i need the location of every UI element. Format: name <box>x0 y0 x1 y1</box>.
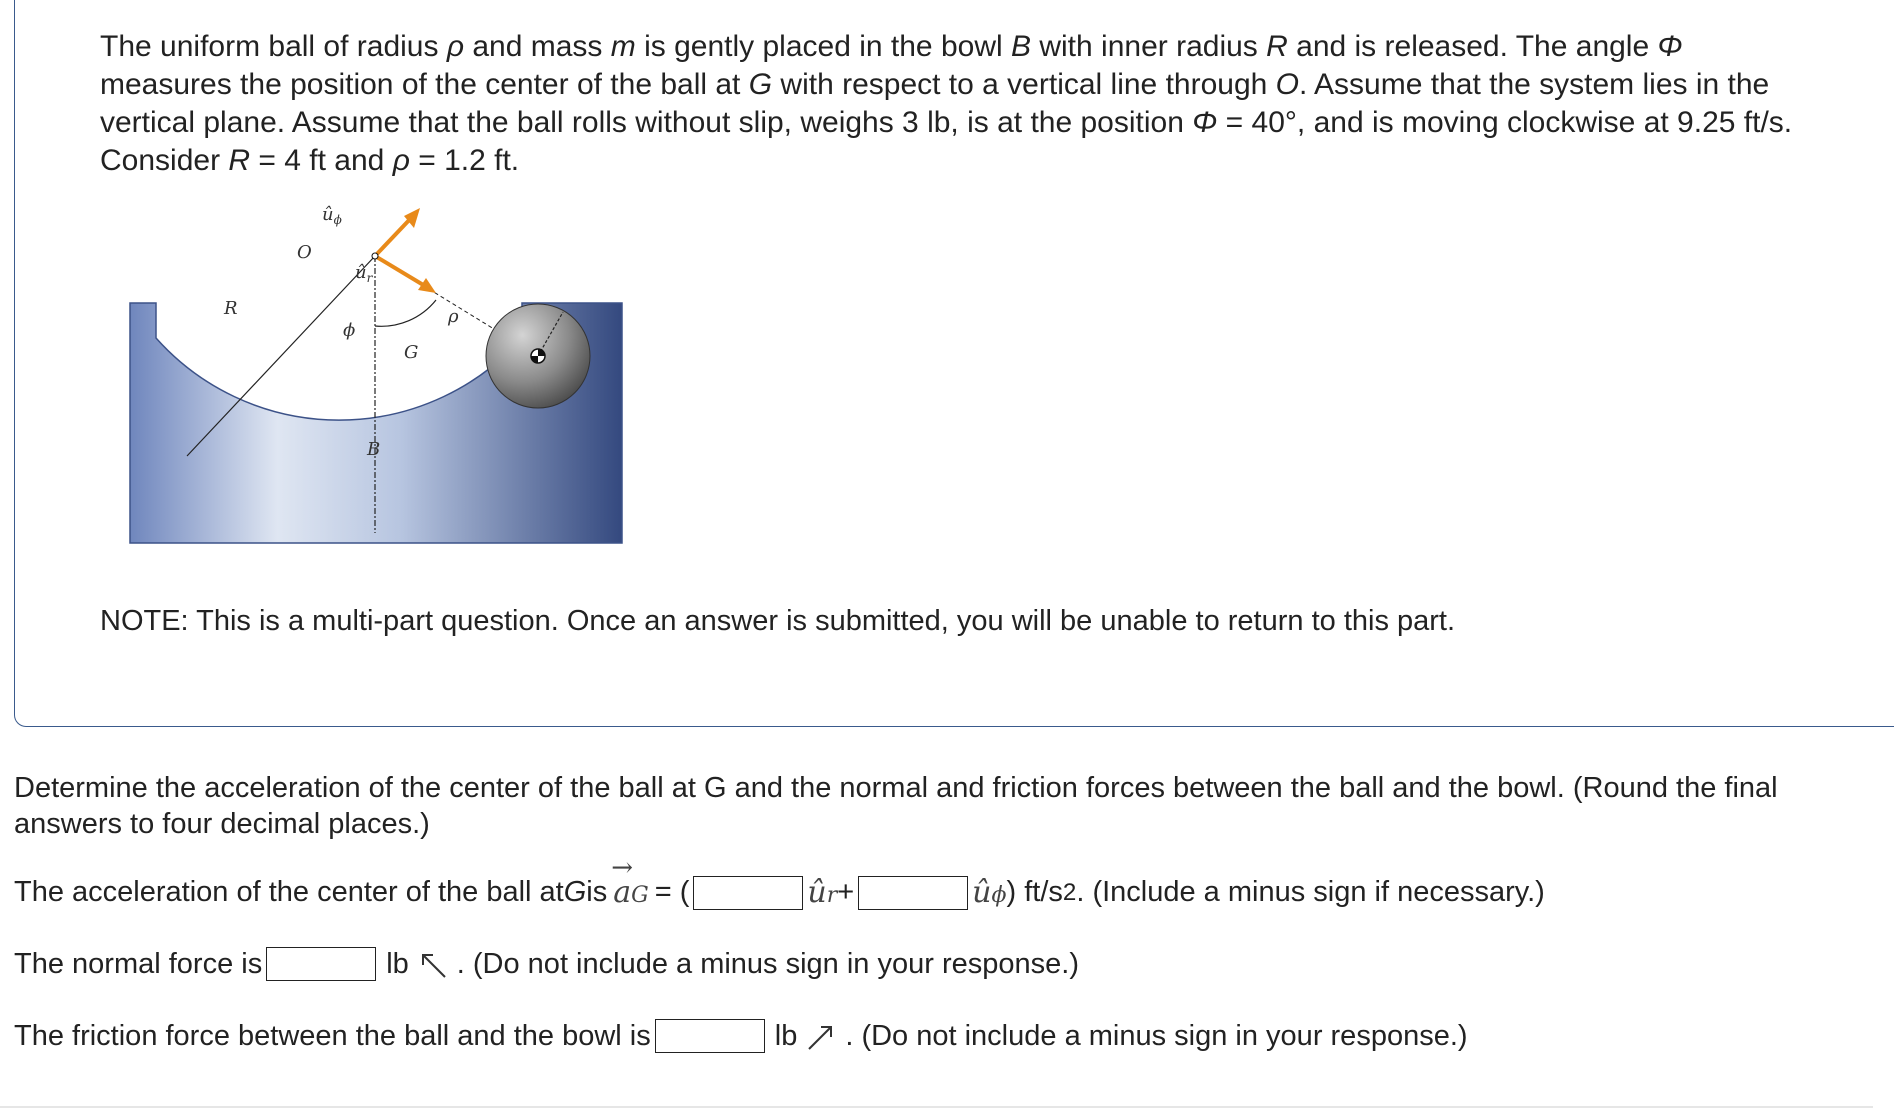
arrow-up-left-icon <box>413 947 453 981</box>
acceleration-uphi-input[interactable] <box>858 876 968 910</box>
label-u-phi: $û_\phi$ <box>322 204 342 227</box>
bottom-divider <box>0 1106 1873 1108</box>
label-R: R <box>224 298 238 319</box>
normal-force-input[interactable] <box>266 947 376 981</box>
acceleration-vector-symbol: → aG <box>611 853 649 910</box>
label-u-r: $û_r$ <box>355 262 373 285</box>
friction-force-row: The friction force between the ball and the bowl is lb . (Do not include a minus sign in your response.) <box>14 1019 1468 1052</box>
acceleration-row: The acceleration of the center of the ball at G is → aG = ( ûr + ûϕ ) ft/s 2 . (Include a minus sign if necessary.) <box>14 853 1545 910</box>
u-r-arrow <box>375 256 425 286</box>
part-instructions: Determine the acceleration of the center of the ball at G and the normal and friction forces between the ball and the bowl. (Round the final answers to four decimal places.) <box>14 772 1778 840</box>
phi-arc <box>375 300 436 326</box>
u-r-symbol: ûr <box>807 875 838 910</box>
bowl-ball-figure <box>120 204 640 558</box>
label-G: G <box>404 342 419 363</box>
problem-statement: The uniform ball of radius ρ and mass m is gently placed in the bowl B with inner radius R and is released. The angle Φ measures the position of the center of the ball at G with respect to a vertical line through O. Assume that the system lies in the vertical plane. Assume that the ball rolls without slip, weighs 3 lb, is at the position Φ = 40°, and is moving clockwise at 9.25 ft/s. Consider R = 4 ft and ρ = 1.2 ft. <box>100 30 1793 177</box>
label-rho: ρ <box>448 306 459 327</box>
multi-part-note: NOTE: This is a multi-part question. Once an answer is submitted, you will be unable to return to this part. <box>100 605 1456 637</box>
label-B: B <box>367 439 381 460</box>
center-of-mass-icon <box>531 349 545 363</box>
u-phi-symbol: ûϕ <box>972 875 1007 910</box>
label-phi: ϕ <box>343 320 356 341</box>
friction-force-input[interactable] <box>655 1019 765 1053</box>
arrow-up-right-icon <box>801 1019 841 1053</box>
acceleration-ur-input[interactable] <box>693 876 803 910</box>
normal-force-row: The normal force is lb . (Do not include a minus sign in your response.) <box>14 947 1079 980</box>
label-O: O <box>297 242 312 263</box>
